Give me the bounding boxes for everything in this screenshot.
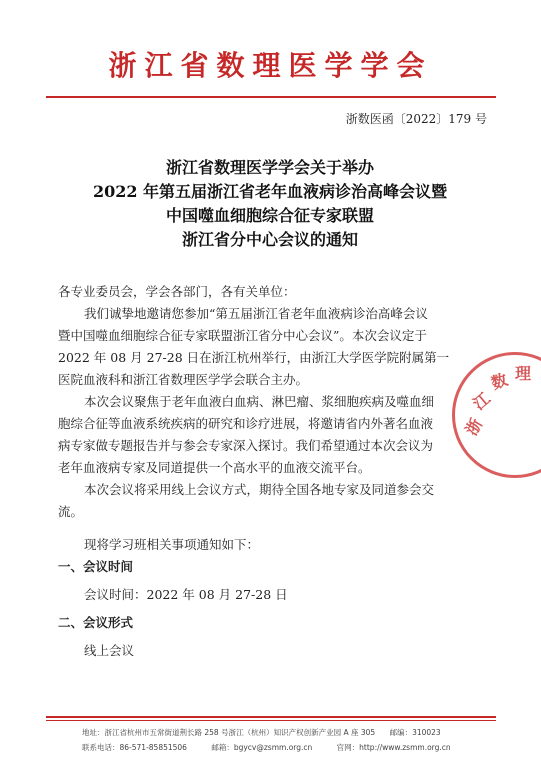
seal-char: 江 xyxy=(469,388,494,414)
paragraph-intro: 现将学习班相关事项通知如下： xyxy=(84,537,260,552)
text-line: 本次会议聚焦于老年血液白血病、淋巴瘤、浆细胞疾病及噬血细 xyxy=(84,394,435,409)
footer-phone: 联系电话：86-571-85851506 xyxy=(82,743,187,752)
paragraph-format xyxy=(58,479,490,523)
text-line: 2022 年 08 月 27-28 日在浙江杭州举行，由浙江大学医学院附属第一 xyxy=(58,350,450,365)
title-line: 中国噬血细胞综合征专家联盟 xyxy=(165,206,374,225)
text-line: 流。 xyxy=(58,504,84,519)
paragraph-focus xyxy=(58,391,490,479)
header-divider xyxy=(46,96,496,98)
title-line: 浙江省分中心会议的通知 xyxy=(181,230,358,249)
footer-address: 地址：浙江省杭州市五常街道荆长路 258 号浙江（杭州）知识产权创新产业园 A 座 305 xyxy=(82,728,376,737)
section-time-title: 一、会议时间 xyxy=(58,559,134,574)
footer-email[interactable]: 邮箱：bgycv@zsmm.org.cn xyxy=(211,743,313,752)
org-title: 浙江省数理医学学会 xyxy=(108,49,433,82)
text-line: 老年血液病专家及同道提供一个高水平的血液交流平台。 xyxy=(58,460,371,475)
text-line: 胞综合征等血液系统疾病的研究和诊疗进展，将邀请省内外著名血液 xyxy=(58,416,434,431)
footer-website[interactable]: 官网：http://www.zsmm.org.cn xyxy=(336,743,451,752)
section-format-title: 二、会议形式 xyxy=(58,615,134,630)
seal-char: 理 xyxy=(515,364,532,383)
text-line: 暨中国噬血细胞综合征专家联盟浙江省分中心会议”。本次会议定于 xyxy=(58,328,427,343)
seal-char: 浙 xyxy=(461,415,487,439)
spacer xyxy=(58,523,490,534)
text-line: 病专家做专题报告并与参会专家深入探讨。我们希望通过本次会议为 xyxy=(58,438,434,453)
notice-body xyxy=(58,281,490,662)
section-format-content: 线上会议 xyxy=(84,643,135,658)
text-line: 我们诚挚地邀请您参加“第五届浙江省老年血液病诊治高峰会议 xyxy=(84,306,428,321)
text-line: 医院血液科和浙江省数理医学学会联合主办。 xyxy=(58,372,309,387)
footer-divider xyxy=(46,716,496,718)
seal-char: 数 xyxy=(488,369,511,394)
text-line: 本次会议将采用线上会议方式，期待全国各地专家及同道参会交 xyxy=(84,482,435,497)
salutation: 各专业委员会，学会各部门，各有关单位： xyxy=(58,284,296,299)
section-time-content: 会议时间：2022 年 08 月 27-28 日 xyxy=(84,587,288,602)
title-line: 2022 年第五届浙江省老年血液病诊治高峰会议暨 xyxy=(92,182,448,201)
notice-title xyxy=(40,156,500,252)
footer-divider xyxy=(46,720,496,721)
document-number: 浙数医函〔2022〕179 号 xyxy=(345,112,487,126)
paragraph-invitation xyxy=(58,303,490,391)
title-line: 浙江省数理医学学会关于举办 xyxy=(165,158,374,177)
footer-postcode: 邮编：310023 xyxy=(389,728,441,737)
